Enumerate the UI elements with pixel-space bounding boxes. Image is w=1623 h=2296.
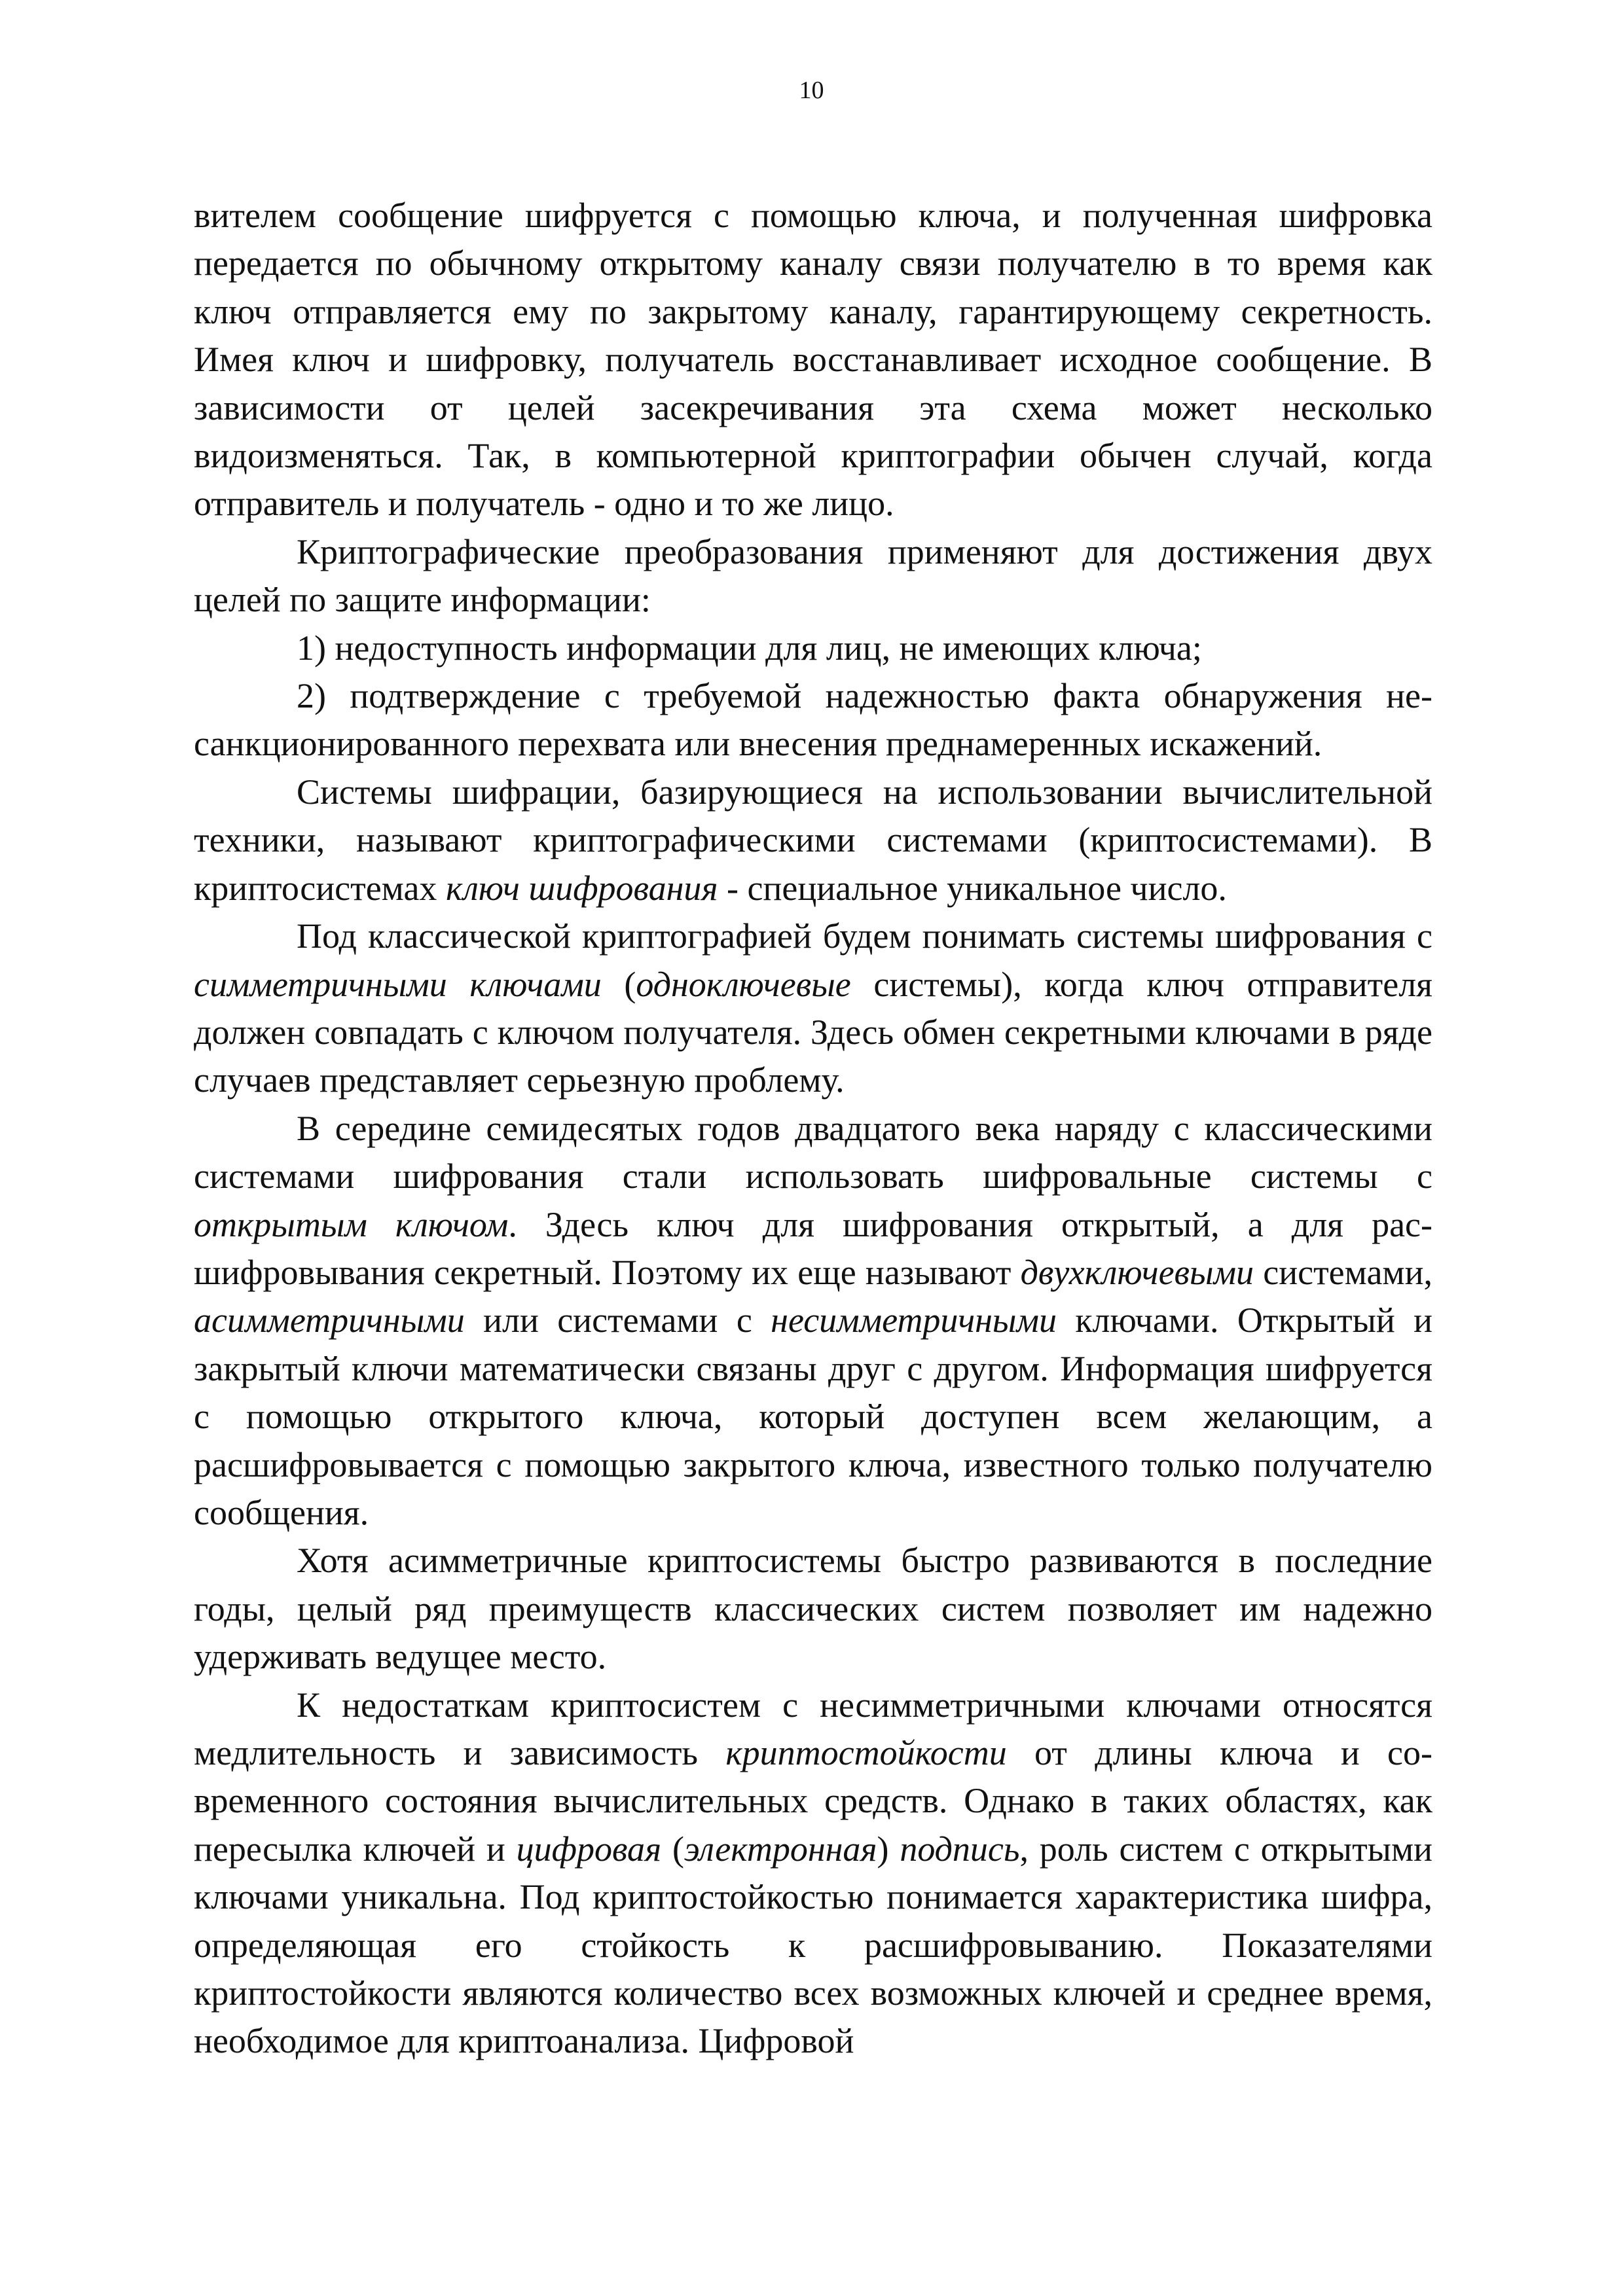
italic-term: асимметричными	[194, 1300, 465, 1340]
text-run: или системами с	[464, 1300, 771, 1340]
text-run: Хотя асимметричные криптосистемы быстро развиваются в последние годы, целый ряд преимуществ классических систем позволяет им надежно удерживать ведущее место.	[194, 1541, 1432, 1677]
text-run: - специальное уникальное число.	[718, 868, 1227, 908]
italic-term: несимметричными	[771, 1300, 1057, 1340]
italic-term: открытым ключом	[194, 1204, 509, 1244]
text-run: Под классической криптографией будем понимать системы шифрования с	[297, 916, 1432, 956]
text-run: В середине семидесятых годов двадцатого века наряду с классическими системами шифрования стали использовать шифровальные системы с	[194, 1108, 1432, 1196]
paragraph	[194, 624, 1432, 672]
text-run: 2) подтверждение с требуемой надежностью факта обнаружения несанкционированного перехвата или внесения преднамеренных искажений.	[194, 676, 1432, 764]
page-number: 10	[799, 77, 824, 104]
paragraph	[194, 528, 1432, 624]
paragraph	[194, 1105, 1432, 1537]
text-run: 1) недоступность информации для лиц, не имеющих ключа;	[297, 628, 1202, 668]
italic-term: электронная	[684, 1829, 877, 1869]
text-run: , роль систем с открытыми ключами уникальна. Под криптостойкостью понимается характеристика шифра, определяющая его стойкость к расшифровыванию. Показателями криптостойкости являются количество всех возможных ключей и среднее время, необходимое для криптоанализа. Цифровой	[194, 1829, 1433, 2061]
text-body	[194, 192, 1432, 2066]
text-run: Системы шифрации, базирующиеся на использовании вычислительной техники, называют криптографическими системами (криптосистемами). В криптосистемах	[194, 772, 1432, 908]
text-run: (	[601, 964, 636, 1004]
text-run: ключами. Открытый и закрытый ключи математически связаны друг с другом. Информация шифруется с помощью открытого ключа, который доступен всем желающим, а расшифровывается с помощью закрытого ключа, известного только получателю сообщения.	[194, 1300, 1433, 1532]
paragraph	[194, 1681, 1432, 2066]
text-run: системы), когда ключ отправителя должен совпадать с ключом получателя. Здесь обмен секретными ключами в ряде случаев представляет серьезную проблему.	[194, 964, 1433, 1100]
text-run: системами,	[1254, 1252, 1432, 1292]
paragraph	[194, 1537, 1432, 1681]
text-run: (	[661, 1829, 684, 1869]
paragraph	[194, 768, 1432, 912]
text-run: )	[877, 1829, 900, 1869]
text-run: К недостаткам криптосистем с несимметричными ключами относятся медлительность и зависимость	[194, 1685, 1432, 1772]
italic-term: одноключевые	[636, 964, 851, 1004]
text-run: вителем сообщение шифруется с помощью ключа, и полученная шифровка передается по обычному открытому каналу связи получателю в то время как ключ отправляется ему по закрытому каналу, гарантирующему секретность. Имея ключ и шифровку, получатель восстанавливает исходное сообщение. В зависимости от целей засекречивания эта схема может несколько видоизменяться. Так, в компьютерной криптографии обычен случай, когда отправитель и получатель - одно и то же лицо.	[194, 196, 1432, 524]
italic-term: цифровая	[516, 1829, 662, 1869]
italic-term: криптостойкости	[725, 1733, 1007, 1772]
paragraph	[194, 672, 1432, 768]
text-run: от длины ключа и современного состояния вычислительных средств. Однако в таких областях, как пересылка ключей и	[194, 1733, 1432, 1869]
paragraph	[194, 192, 1432, 528]
text-run: . Здесь ключ для шифрования открытый, а для расшифровывания секретный. Поэтому их еще называют	[194, 1204, 1432, 1292]
italic-term: ключ шифрования	[445, 868, 718, 908]
paragraph	[194, 912, 1432, 1105]
italic-term: симметричными ключами	[194, 964, 602, 1004]
italic-term: подпись	[900, 1829, 1020, 1869]
italic-term: двухключевыми	[1020, 1252, 1254, 1292]
text-run: Криптографические преобразования применяют для достижения двух целей по защите информации:	[194, 531, 1432, 620]
